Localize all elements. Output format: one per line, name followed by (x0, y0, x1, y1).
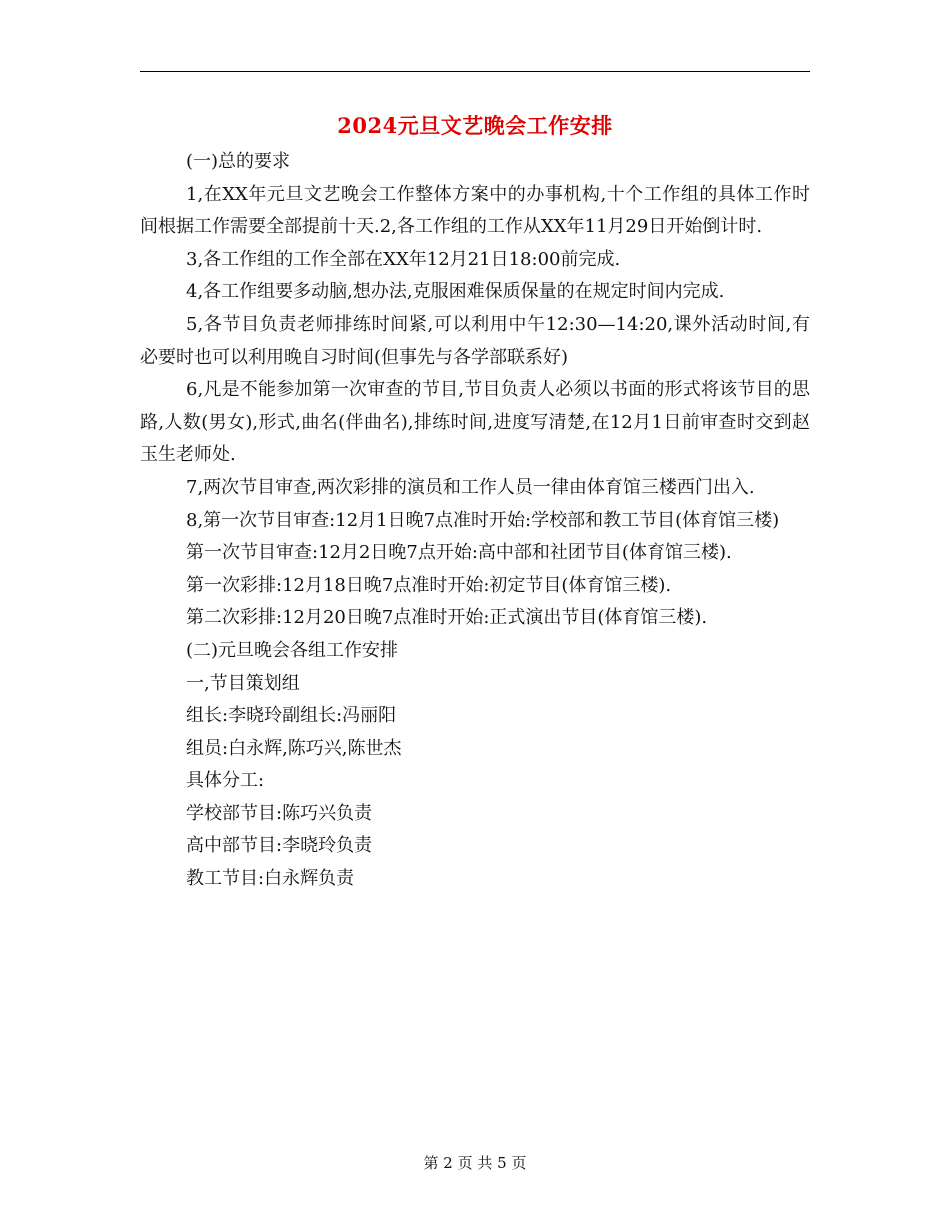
paragraph: 第二次彩排:12月20日晚7点准时开始:正式演出节目(体育馆三楼). (186, 607, 708, 629)
paragraph: 3,各工作组的工作全部在XX年12月21日18:00前完成. (186, 248, 621, 270)
paragraph: 高中部节目:李晓玲负责 (186, 835, 373, 857)
header-rule (140, 71, 810, 72)
paragraph: 具体分工: (186, 770, 265, 792)
document-title: 2024元旦文艺晚会工作安排 (337, 113, 613, 138)
paragraph: 1,在XX年元旦文艺晚会工作整体方案中的办事机构,十个工作组的具体工作时间根据工作需要全部提前十天.2,各工作组的工作从XX年11月29日开始倒计时. (140, 183, 810, 238)
subsection-heading: 一,节目策划组 (186, 672, 300, 694)
paragraph: 组长:李晓玲副组长:冯丽阳 (186, 705, 397, 727)
paragraph: 8,第一次节目审查:12月1日晚7点准时开始:学校部和教工节目(体育馆三楼) (186, 509, 780, 531)
section-heading: (二)元旦晚会各组工作安排 (186, 639, 399, 661)
paragraph: 6,凡是不能参加第一次审查的节目,节目负责人必须以书面的形式将该节目的思路,人数(男女),形式,曲名(伴曲名),排练时间,进度写清楚,在12月1日前审查时交到赵玉生老师处. (140, 379, 810, 466)
paragraph: 5,各节目负责老师排练时间紧,可以利用中午12:30—14:20,课外活动时间,有必要时也可以利用晚自习时间(但事先与各学部联系好) (140, 313, 810, 368)
document-body (140, 146, 810, 896)
paragraph: 4,各工作组要多动脑,想办法,克服困难保质保量的在规定时间内完成. (186, 281, 725, 303)
paragraph: 学校部节目:陈巧兴负责 (186, 802, 373, 824)
paragraph: 第一次彩排:12月18日晚7点准时开始:初定节目(体育馆三楼). (186, 574, 672, 596)
paragraph: 7,两次节目审查,两次彩排的演员和工作人员一律由体育馆三楼西门出入. (186, 476, 755, 498)
paragraph: 教工节目:白永辉负责 (186, 868, 355, 890)
paragraph: (一)总的要求 (186, 151, 291, 172)
page-number-footer: 第 2 页 共 5 页 (423, 1154, 527, 1172)
paragraph: 第一次节目审查:12月2日晚7点开始:高中部和社团节目(体育馆三楼). (186, 542, 732, 564)
paragraph: 组员:白永辉,陈巧兴,陈世杰 (186, 737, 402, 759)
